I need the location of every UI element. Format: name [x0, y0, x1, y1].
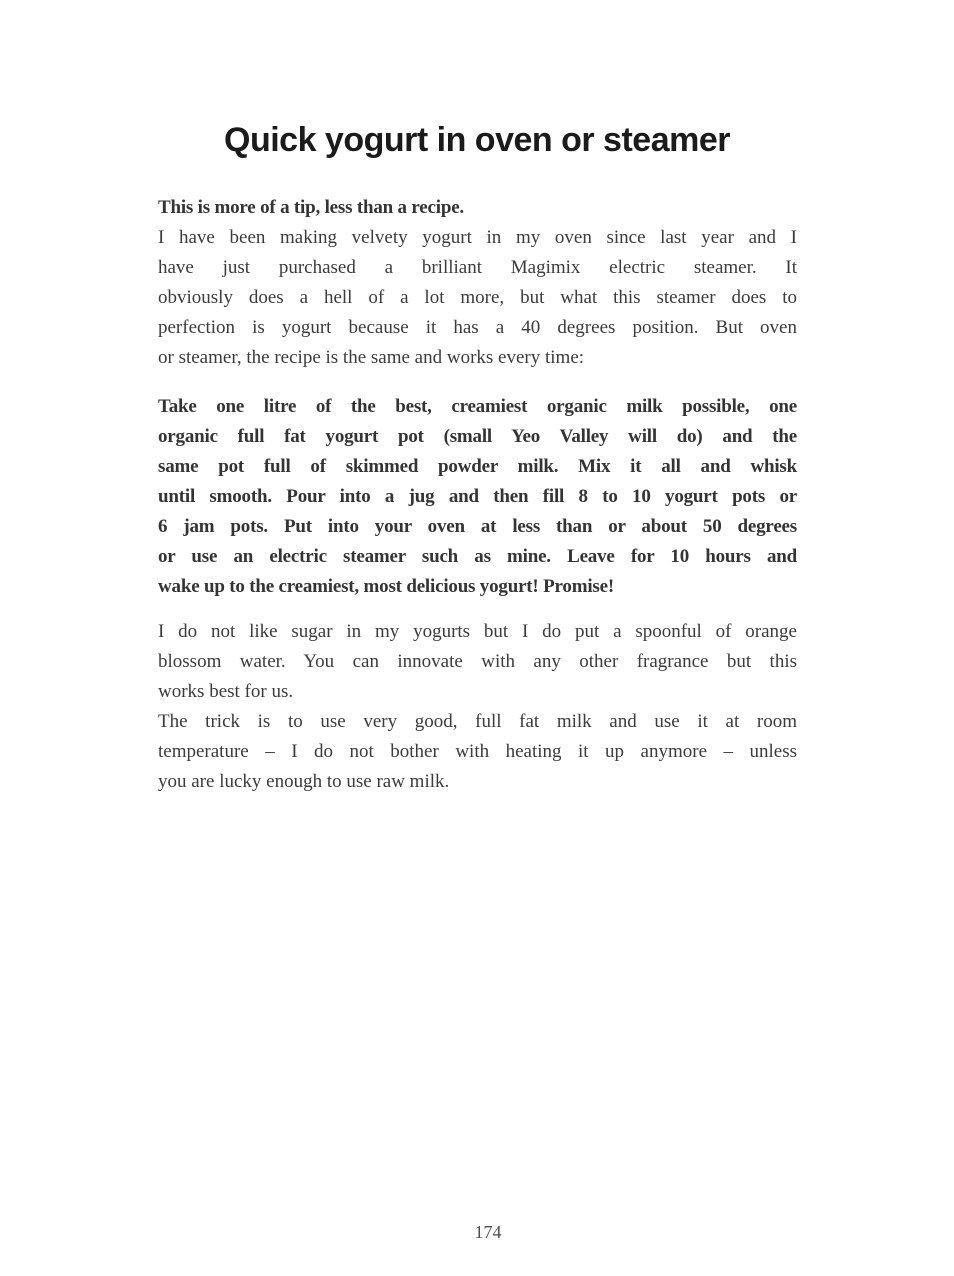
text-line: temperature – I do not bother with heating it up anymore – unless — [158, 741, 797, 762]
body-text — [158, 193, 797, 797]
text-line: until smooth. Pour into a jug and then fill 8 to 10 yogurt pots or — [158, 486, 797, 507]
text-line: you are lucky enough to use raw milk. — [158, 771, 450, 792]
page-title: Quick yogurt in oven or steamer — [224, 121, 730, 159]
paragraph — [158, 617, 797, 707]
text-line: same pot full of skimmed powder milk. Mix it all and whisk — [158, 456, 797, 477]
text-line: I do not like sugar in my yogurts but I do put a spoonful of orange — [158, 621, 797, 642]
paragraph — [158, 223, 797, 373]
text-line: or use an electric steamer such as mine. Leave for 10 hours and — [158, 546, 797, 567]
text-line: have just purchased a brilliant Magimix electric steamer. It — [158, 257, 797, 278]
text-line: blossom water. You can innovate with any other fragrance but this — [158, 651, 797, 672]
text-line: The trick is to use very good, full fat milk and use it at room — [158, 711, 797, 732]
page-number: 174 — [474, 1222, 502, 1242]
paragraph — [158, 193, 797, 223]
text-line: Take one litre of the best, creamiest organic milk possible, one — [158, 396, 797, 417]
paragraph — [158, 392, 797, 602]
text-line: organic full fat yogurt pot (small Yeo Valley will do) and the — [158, 426, 797, 447]
text-line: works best for us. — [158, 681, 294, 702]
text-line: I have been making velvety yogurt in my oven since last year and I — [158, 227, 797, 248]
text-line: or steamer, the recipe is the same and works every time: — [158, 347, 585, 368]
text-line: wake up to the creamiest, most delicious yogurt! Promise! — [158, 576, 614, 597]
paragraph — [158, 707, 797, 797]
text-line: obviously does a hell of a lot more, but what this steamer does to — [158, 287, 797, 308]
text-line: perfection is yogurt because it has a 40 degrees position. But oven — [158, 317, 797, 338]
text-line: This is more of a tip, less than a recipe. — [158, 197, 464, 218]
text-line: 6 jam pots. Put into your oven at less than or about 50 degrees — [158, 516, 797, 537]
